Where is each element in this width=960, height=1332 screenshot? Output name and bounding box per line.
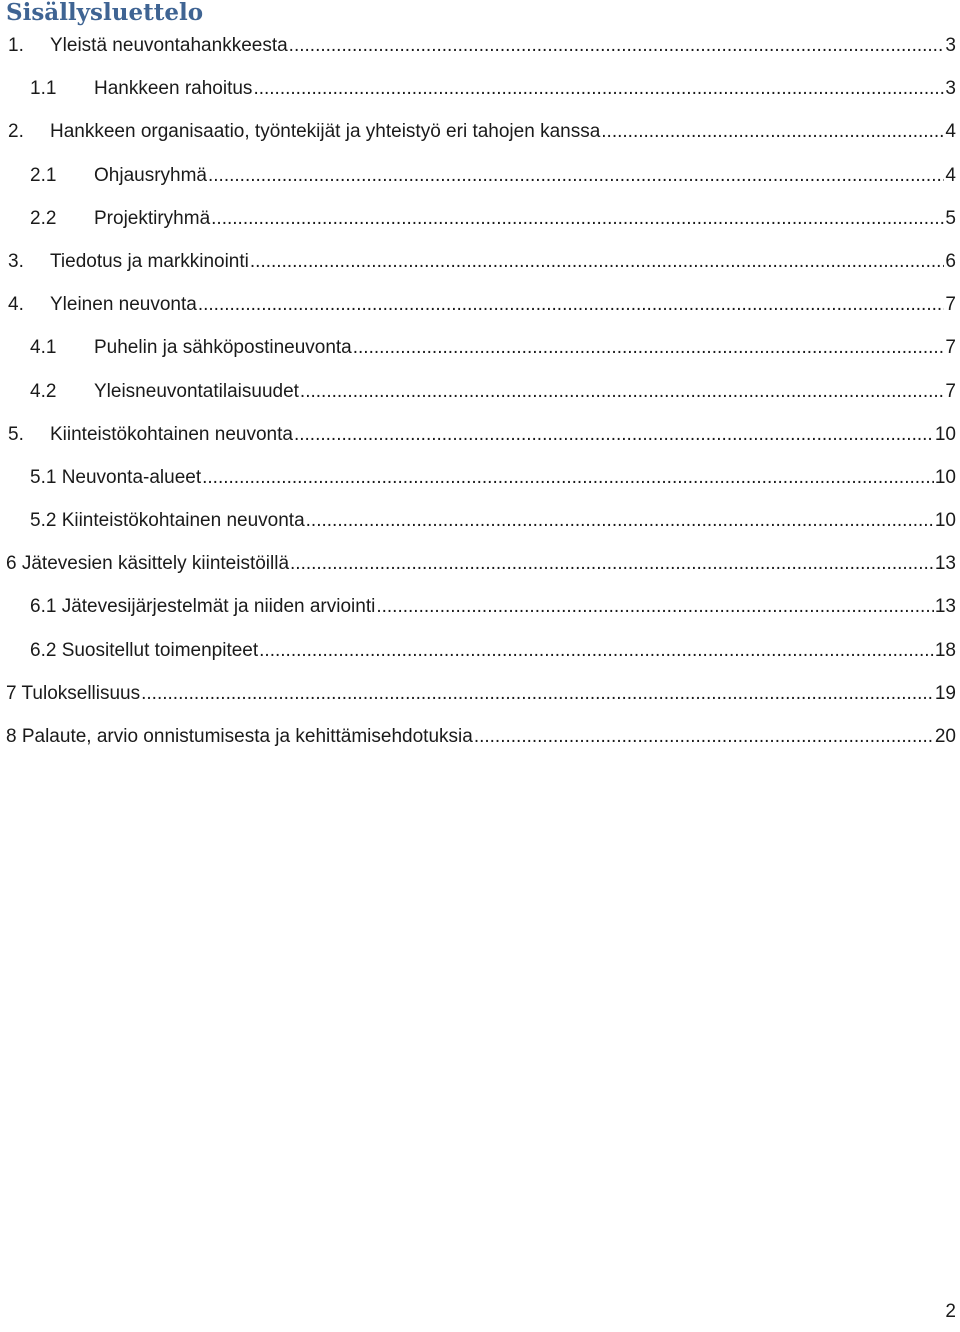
toc-leader-dots — [198, 293, 945, 317]
toc-entry-title[interactable]: Ohjausryhmä — [94, 164, 207, 186]
toc-entry-title[interactable]: 8 Palaute, arvio onnistumisesta ja kehittämisehdotuksia — [6, 726, 473, 747]
toc-leader-dots — [202, 466, 934, 490]
toc-entry-number: 1.1 — [30, 78, 57, 100]
toc-line — [30, 207, 956, 231]
toc-leader-dots — [289, 34, 945, 58]
toc-entry-page: 10 — [934, 423, 956, 445]
toc-entry[interactable] — [0, 456, 960, 499]
toc-line — [6, 682, 956, 706]
toc-entry-page: 3 — [945, 78, 956, 100]
toc-entry-page: 6 — [945, 250, 956, 272]
toc-list — [0, 24, 960, 758]
toc-line — [30, 77, 956, 101]
toc-leader-dots — [353, 336, 945, 360]
toc-entry-page: 10 — [934, 510, 956, 532]
toc-entry-title[interactable]: Puhelin ja sähköpostineuvonta — [94, 337, 352, 359]
toc-leader-dots — [601, 120, 944, 144]
toc-entry-title[interactable]: 6 Jätevesien käsittely kiinteistöillä — [6, 553, 290, 575]
toc-line — [8, 120, 956, 144]
toc-entry-page: 7 — [945, 294, 956, 316]
toc-line — [30, 466, 956, 490]
toc-entry[interactable] — [0, 240, 960, 283]
toc-entry-title[interactable]: 6.1 Jätevesijärjestelmät ja niiden arviointi — [30, 596, 376, 618]
toc-entry[interactable] — [0, 154, 960, 197]
toc-entry[interactable] — [0, 413, 960, 456]
toc-entry-page: 4 — [945, 164, 956, 186]
toc-entry-page: 7 — [945, 380, 956, 402]
toc-entry[interactable] — [0, 110, 960, 153]
toc-leader-dots — [474, 725, 934, 749]
toc-entry-page: 13 — [934, 596, 956, 618]
toc-entry-title[interactable]: Tiedotus ja markkinointi — [50, 250, 249, 272]
toc-leader-dots — [376, 595, 934, 619]
toc-leader-dots — [294, 423, 934, 447]
toc-entry-page: 5 — [945, 207, 956, 229]
toc-entry-title[interactable]: Hankkeen rahoitus — [94, 78, 253, 100]
toc-entry[interactable] — [0, 715, 960, 758]
toc-title: Sisällysluettelo — [6, 0, 204, 26]
toc-line — [30, 164, 956, 188]
toc-entry-title[interactable]: 5.1 Neuvonta-alueet — [30, 466, 202, 488]
toc-leader-dots — [208, 164, 944, 188]
toc-line — [6, 552, 956, 576]
toc-line — [6, 725, 956, 749]
toc-line — [8, 34, 956, 58]
toc-entry[interactable] — [0, 326, 960, 369]
toc-line — [30, 336, 956, 360]
toc-leader-dots — [259, 639, 934, 663]
toc-entry-page: 13 — [934, 553, 956, 575]
toc-entry-title[interactable]: Hankkeen organisaatio, työntekijät ja yhteistyö eri tahojen kanssa — [50, 121, 601, 143]
toc-entry-page: 20 — [934, 726, 956, 747]
toc-entry[interactable] — [0, 67, 960, 110]
toc-entry-title[interactable]: Yleinen neuvonta — [50, 294, 197, 316]
page-number: 2 — [945, 1301, 956, 1322]
toc-entry-title[interactable]: 7 Tuloksellisuus — [6, 682, 141, 704]
toc-line — [30, 639, 956, 663]
toc-leader-dots — [141, 682, 934, 706]
toc-entry-page: 10 — [934, 466, 956, 488]
toc-line — [8, 293, 956, 317]
toc-entry-number: 2. — [8, 121, 24, 143]
toc-entry-title[interactable]: 5.2 Kiinteistökohtainen neuvonta — [30, 510, 305, 532]
toc-line — [30, 380, 956, 404]
toc-entry-title[interactable]: Yleistä neuvontahankkeesta — [50, 35, 288, 56]
toc-line — [8, 423, 956, 447]
toc-entry[interactable] — [0, 499, 960, 542]
toc-entry-title[interactable]: Projektiryhmä — [94, 207, 211, 229]
toc-entry-number: 4.1 — [30, 337, 57, 359]
toc-leader-dots — [306, 509, 934, 533]
toc-entry-page: 19 — [934, 682, 956, 704]
toc-entry-title[interactable]: 6.2 Suositellut toimenpiteet — [30, 639, 259, 661]
toc-entry[interactable] — [0, 370, 960, 413]
toc-entry[interactable] — [0, 24, 960, 67]
toc-entry[interactable] — [0, 629, 960, 672]
toc-entry-number: 3. — [8, 250, 24, 272]
toc-line — [8, 250, 956, 274]
toc-entry[interactable] — [0, 542, 960, 585]
toc-line — [30, 509, 956, 533]
toc-entry-number: 2.2 — [30, 207, 57, 229]
toc-entry[interactable] — [0, 283, 960, 326]
toc-line — [30, 595, 956, 619]
toc-entry-number: 4.2 — [30, 380, 57, 402]
toc-entry-title[interactable]: Yleisneuvontatilaisuudet — [94, 380, 299, 402]
toc-entry-page: 7 — [945, 337, 956, 359]
toc-leader-dots — [250, 250, 945, 274]
toc-entry-page: 3 — [945, 35, 956, 56]
toc-leader-dots — [300, 380, 945, 404]
toc-entry-title[interactable]: Kiinteistökohtainen neuvonta — [50, 423, 293, 445]
toc-leader-dots — [211, 207, 944, 231]
toc-entry[interactable] — [0, 197, 960, 240]
toc-entry[interactable] — [0, 672, 960, 715]
toc-entry-page: 4 — [945, 121, 956, 143]
toc-leader-dots — [253, 77, 944, 101]
toc-entry-number: 2.1 — [30, 164, 57, 186]
toc-entry[interactable] — [0, 585, 960, 628]
toc-entry-page: 18 — [934, 639, 956, 661]
toc-entry-number: 4. — [8, 294, 24, 316]
toc-leader-dots — [290, 552, 934, 576]
toc-entry-number: 1. — [8, 35, 24, 56]
toc-entry-number: 5. — [8, 423, 24, 445]
